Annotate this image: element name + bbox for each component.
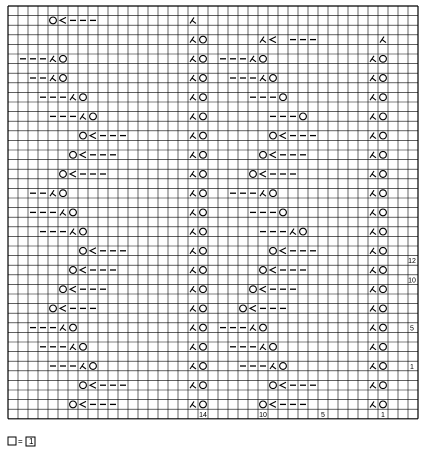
decrease-right-symbol: [250, 305, 256, 311]
decrease-left-symbol: [190, 190, 196, 196]
column-number: 1: [381, 411, 385, 419]
yarn-over-symbol: [270, 343, 277, 350]
decrease-left-symbol: [60, 209, 66, 215]
decrease-left-symbol: [370, 363, 376, 369]
decrease-left-symbol: [190, 248, 196, 254]
row-number: 1: [410, 363, 414, 371]
decrease-right-symbol: [80, 267, 86, 273]
yarn-over-symbol: [380, 286, 387, 293]
yarn-over-symbol: [380, 94, 387, 101]
yarn-over-symbol: [200, 75, 207, 82]
legend-value: 1: [29, 437, 34, 446]
yarn-over-symbol: [200, 151, 207, 158]
decrease-left-symbol: [190, 171, 196, 177]
column-number: 14: [199, 411, 207, 419]
yarn-over-symbol: [60, 75, 67, 82]
decrease-left-symbol: [370, 286, 376, 292]
yarn-over-symbol: [380, 228, 387, 235]
yarn-over-symbol: [80, 94, 87, 101]
decrease-left-symbol: [190, 56, 196, 62]
decrease-left-symbol: [190, 113, 196, 119]
yarn-over-symbol: [70, 209, 77, 216]
decrease-left-symbol: [190, 133, 196, 139]
yarn-over-symbol: [80, 228, 87, 235]
decrease-left-symbol: [190, 37, 196, 43]
chart-legend: [8, 437, 35, 446]
yarn-over-symbol: [250, 171, 257, 178]
yarn-over-symbol: [80, 382, 87, 389]
yarn-over-symbol: [260, 267, 267, 274]
decrease-left-symbol: [250, 56, 256, 62]
decrease-right-symbol: [270, 267, 276, 273]
yarn-over-symbol: [380, 363, 387, 370]
decrease-right-symbol: [270, 37, 276, 43]
decrease-left-symbol: [370, 401, 376, 407]
yarn-over-symbol: [380, 305, 387, 312]
decrease-left-symbol: [190, 152, 196, 158]
yarn-over-symbol: [270, 132, 277, 139]
decrease-right-symbol: [270, 401, 276, 407]
yarn-over-symbol: [300, 113, 307, 120]
yarn-over-symbol: [200, 247, 207, 254]
decrease-left-symbol: [370, 190, 376, 196]
decrease-left-symbol: [190, 94, 196, 100]
decrease-right-symbol: [90, 248, 96, 254]
yarn-over-symbol: [260, 151, 267, 158]
yarn-over-symbol: [380, 382, 387, 389]
decrease-left-symbol: [50, 190, 56, 196]
decrease-left-symbol: [70, 229, 76, 235]
yarn-over-symbol: [80, 132, 87, 139]
yarn-over-symbol: [280, 94, 287, 101]
yarn-over-symbol: [380, 190, 387, 197]
decrease-left-symbol: [370, 133, 376, 139]
decrease-left-symbol: [80, 113, 86, 119]
decrease-left-symbol: [250, 325, 256, 331]
decrease-left-symbol: [380, 37, 386, 43]
decrease-left-symbol: [190, 344, 196, 350]
yarn-over-symbol: [200, 228, 207, 235]
decrease-right-symbol: [280, 133, 286, 139]
yarn-over-symbol: [70, 267, 77, 274]
decrease-left-symbol: [80, 363, 86, 369]
decrease-left-symbol: [370, 325, 376, 331]
yarn-over-symbol: [200, 55, 207, 62]
yarn-over-symbol: [260, 401, 267, 408]
legend-equals: =: [18, 437, 23, 446]
yarn-over-symbol: [60, 190, 67, 197]
yarn-over-symbol: [380, 343, 387, 350]
legend-empty-square: [8, 437, 16, 445]
yarn-over-symbol: [80, 343, 87, 350]
yarn-over-symbol: [380, 75, 387, 82]
decrease-left-symbol: [70, 344, 76, 350]
decrease-left-symbol: [370, 305, 376, 311]
decrease-left-symbol: [70, 94, 76, 100]
yarn-over-symbol: [380, 55, 387, 62]
decrease-left-symbol: [260, 75, 266, 81]
decrease-left-symbol: [190, 229, 196, 235]
yarn-over-symbol: [200, 305, 207, 312]
yarn-over-symbol: [200, 324, 207, 331]
decrease-right-symbol: [70, 286, 76, 292]
decrease-right-symbol: [60, 305, 66, 311]
yarn-over-symbol: [280, 209, 287, 216]
yarn-over-symbol: [200, 343, 207, 350]
yarn-over-symbol: [200, 363, 207, 370]
yarn-over-symbol: [60, 286, 67, 293]
decrease-left-symbol: [370, 382, 376, 388]
yarn-over-symbol: [200, 94, 207, 101]
yarn-over-symbol: [200, 401, 207, 408]
yarn-over-symbol: [380, 209, 387, 216]
decrease-left-symbol: [190, 209, 196, 215]
yarn-over-symbol: [280, 363, 287, 370]
yarn-over-symbol: [70, 151, 77, 158]
yarn-over-symbol: [200, 286, 207, 293]
column-number: 10: [259, 411, 267, 419]
decrease-left-symbol: [370, 248, 376, 254]
decrease-right-symbol: [90, 133, 96, 139]
yarn-over-symbol: [380, 151, 387, 158]
decrease-right-symbol: [270, 152, 276, 158]
decrease-left-symbol: [50, 56, 56, 62]
decrease-left-symbol: [370, 209, 376, 215]
yarn-over-symbol: [380, 171, 387, 178]
decrease-right-symbol: [90, 382, 96, 388]
yarn-over-symbol: [80, 247, 87, 254]
decrease-left-symbol: [370, 344, 376, 350]
yarn-over-symbol: [50, 305, 57, 312]
decrease-left-symbol: [270, 363, 276, 369]
decrease-left-symbol: [50, 75, 56, 81]
decrease-left-symbol: [60, 325, 66, 331]
yarn-over-symbol: [240, 305, 247, 312]
decrease-right-symbol: [280, 248, 286, 254]
yarn-over-symbol: [380, 247, 387, 254]
row-number: 12: [408, 258, 416, 266]
decrease-left-symbol: [290, 229, 296, 235]
yarn-over-symbol: [200, 36, 207, 43]
yarn-over-symbol: [200, 113, 207, 120]
decrease-left-symbol: [190, 75, 196, 81]
yarn-over-symbol: [380, 267, 387, 274]
decrease-left-symbol: [370, 94, 376, 100]
yarn-over-symbol: [200, 190, 207, 197]
decrease-left-symbol: [370, 75, 376, 81]
yarn-over-symbol: [50, 17, 57, 24]
decrease-left-symbol: [260, 190, 266, 196]
yarn-over-symbol: [90, 113, 97, 120]
decrease-left-symbol: [260, 37, 266, 43]
yarn-over-symbol: [260, 55, 267, 62]
decrease-right-symbol: [80, 401, 86, 407]
decrease-left-symbol: [370, 229, 376, 235]
yarn-over-symbol: [270, 190, 277, 197]
row-number: 5: [410, 325, 414, 333]
yarn-over-symbol: [200, 209, 207, 216]
yarn-over-symbol: [270, 75, 277, 82]
decrease-left-symbol: [190, 363, 196, 369]
decrease-right-symbol: [60, 17, 66, 23]
yarn-over-symbol: [60, 171, 67, 178]
decrease-right-symbol: [80, 152, 86, 158]
decrease-left-symbol: [370, 56, 376, 62]
yarn-over-symbol: [380, 324, 387, 331]
yarn-over-symbol: [200, 132, 207, 139]
yarn-over-symbol: [300, 228, 307, 235]
yarn-over-symbol: [200, 171, 207, 178]
decrease-right-symbol: [280, 382, 286, 388]
yarn-over-symbol: [270, 382, 277, 389]
yarn-over-symbol: [380, 113, 387, 120]
yarn-over-symbol: [260, 324, 267, 331]
decrease-left-symbol: [370, 267, 376, 273]
decrease-left-symbol: [190, 325, 196, 331]
yarn-over-symbol: [250, 286, 257, 293]
yarn-over-symbol: [70, 401, 77, 408]
decrease-left-symbol: [370, 113, 376, 119]
decrease-left-symbol: [190, 382, 196, 388]
decrease-left-symbol: [190, 267, 196, 273]
decrease-left-symbol: [190, 286, 196, 292]
decrease-left-symbol: [370, 171, 376, 177]
chart-symbols: [20, 17, 386, 408]
yarn-over-symbol: [200, 382, 207, 389]
decrease-right-symbol: [70, 171, 76, 177]
yarn-over-symbol: [60, 55, 67, 62]
decrease-left-symbol: [260, 344, 266, 350]
chart-numbers: [199, 258, 416, 419]
decrease-left-symbol: [190, 401, 196, 407]
decrease-right-symbol: [260, 171, 266, 177]
yarn-over-symbol: [90, 363, 97, 370]
yarn-over-symbol: [70, 324, 77, 331]
yarn-over-symbol: [270, 247, 277, 254]
decrease-right-symbol: [260, 286, 266, 292]
column-number: 5: [321, 411, 325, 419]
decrease-left-symbol: [190, 17, 196, 23]
row-number: 10: [408, 277, 416, 285]
yarn-over-symbol: [380, 401, 387, 408]
yarn-over-symbol: [380, 132, 387, 139]
yarn-over-symbol: [200, 267, 207, 274]
decrease-left-symbol: [370, 152, 376, 158]
decrease-left-symbol: [190, 305, 196, 311]
